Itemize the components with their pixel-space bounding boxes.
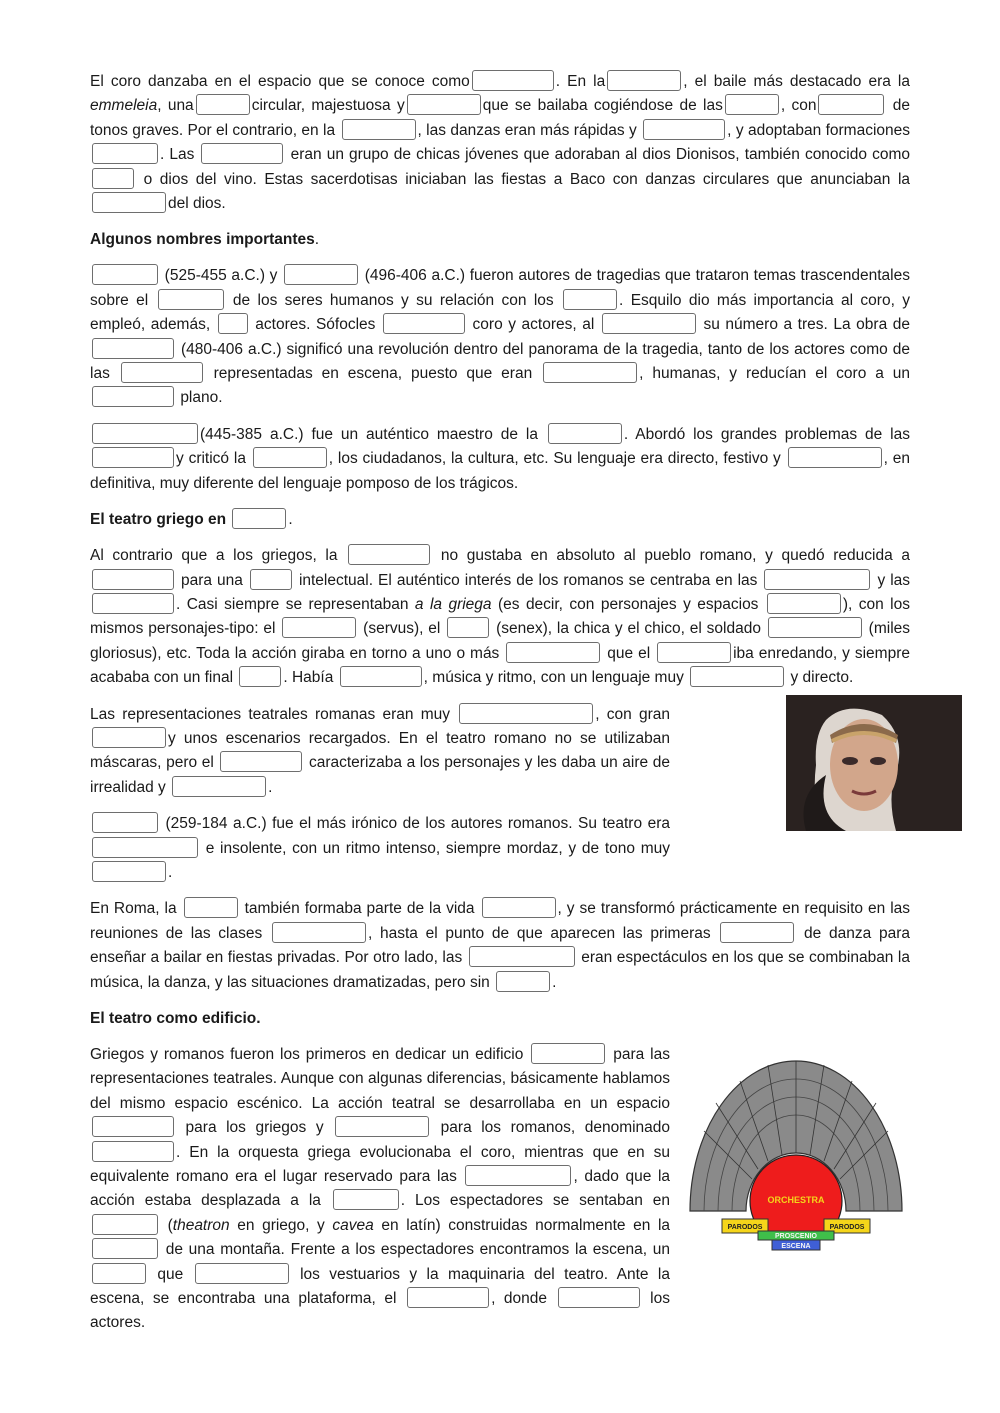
paragraph-edificio: Griegos y romanos fueron los primeros en dedicar un edificio para las representaciones teatrales. Aunque con algunas diferencias, básicamente hablamos del mismo espacio escénico. La acción teatral se desarrollaba en un espacio para los griegos y para los romanos, denominado . En la orquesta griega evolucionaba el coro, mientras que en su equivalente romano era el lugar reservado para las , dado que la acción estaba desplazada a la . Los espectadores se sentaban en (theatron en griego, y cavea en latín) construidas normalmente en la de una montaña. Frente a los espectadores encontramos la escena, un que los vestuarios y la maquinaria del teatro. Ante la escena, se encontraba una plataforma, el , donde los actores. [90,1043,670,1336]
blank-input[interactable] [196,94,250,115]
blank-input[interactable] [407,1287,489,1308]
blank-input[interactable] [407,94,481,115]
blank-input[interactable] [239,666,281,687]
masked-woman-photo [786,695,962,831]
blank-input[interactable] [447,617,489,638]
blank-input[interactable] [465,1165,571,1186]
blank-input[interactable] [92,1116,174,1137]
blank-input[interactable] [284,264,358,285]
blank-input[interactable] [643,119,725,140]
blank-input[interactable] [563,289,617,310]
roman-section [90,703,910,886]
blank-input[interactable] [218,313,248,334]
blank-input[interactable] [158,289,224,310]
label-escena: ESCENA [781,1243,811,1250]
blank-input[interactable] [92,1238,158,1259]
blank-input[interactable] [92,837,198,858]
blank-input[interactable] [482,897,556,918]
blank-input[interactable] [818,94,884,115]
blank-input[interactable] [335,1116,429,1137]
blank-input[interactable] [250,569,292,590]
paragraph-coro: El coro danzaba en el espacio que se conoce como . En la , el baile más destacado era la emmeleia, una circular, majestuosa y que se bailaba cogiéndose de las , con de tonos graves. Por el contrario, en la , las danzas eran más rápidas y , y adoptaban formaciones . Las eran un grupo de chicas jóvenes que adoraban al dios Dionisos, también conocido como o dios del vino. Estas sacerdotisas iniciaban las fiestas a Baco con danzas circulares que anunciaban la del dios. [90,70,910,216]
theater-diagram [680,1043,912,1251]
blank-input[interactable] [348,544,430,565]
blank-input[interactable] [272,922,366,943]
blank-input[interactable] [220,751,302,772]
label-proscenio: PROSCENIO [774,1233,818,1240]
blank-input[interactable] [92,264,158,285]
blank-input[interactable] [543,362,637,383]
building-section [90,1043,910,1336]
blank-input[interactable] [506,642,600,663]
blank-input[interactable] [690,666,784,687]
blank-input[interactable] [201,143,283,164]
blank-input[interactable] [558,1287,640,1308]
blank-input[interactable] [383,313,465,334]
blank-input[interactable] [195,1263,289,1284]
blank-input[interactable] [333,1189,399,1210]
blank-input[interactable] [121,362,203,383]
blank-input[interactable] [92,1141,174,1162]
blank-input[interactable] [92,192,166,213]
heading-edificio: El teatro como edificio. [90,1010,261,1027]
blank-input[interactable] [92,143,158,164]
blank-input[interactable] [92,812,158,833]
blank-input[interactable] [548,423,622,444]
paragraph-representaciones: Las representaciones teatrales romanas eran muy , con gran y unos escenarios recargados. En el teatro romano no se utilizaban máscaras, pero el caracterizaba a los personajes y les daba un aire de irrealidad y . [90,703,670,801]
paragraph-comedia: (445-385 a.C.) fue un auténtico maestro de la . Abordó los grandes problemas de las y criticó la , los ciudadanos, la cultura, etc. Su lenguaje era directo, festivo y , en definitiva, muy diferente del lenguaje pomposo de los trágicos. [90,423,910,496]
blank-input[interactable] [607,70,681,91]
blank-input[interactable] [92,168,134,189]
blank-input[interactable] [92,386,174,407]
heading-teatro-griego-en: El teatro griego en . [90,508,910,532]
blank-input[interactable] [172,776,266,797]
blank-input[interactable] [459,703,593,724]
paragraph-plauto: (259-184 a.C.) fue el más irónico de los autores romanos. Su teatro era e insolente, con un ritmo intenso, siempre mordaz, y de tono muy . [90,812,670,885]
blank-input[interactable] [472,70,554,91]
blank-input[interactable] [768,617,862,638]
blank-input[interactable] [531,1043,605,1064]
paragraph-roma: Al contrario que a los griegos, la no gustaba en absoluto al pueblo romano, y quedó reducida a para una intelectual. El auténtico interés de los romanos se centraba en las y las . Casi siempre se representaban a la griega (es decir, con personajes y espacios ), con los mismos personajes-tipo: el (servus), el (senex), la chica y el chico, el soldado (miles gloriosus), etc. Toda la acción giraba en torno a uno o más que el iba enredando, y siempre acababa con un final . Había , música y ritmo, con un lenguaje muy y directo. [90,544,910,690]
blank-input[interactable] [184,897,238,918]
blank-input[interactable] [657,642,731,663]
blank-input[interactable] [92,1214,158,1235]
blank-input[interactable] [92,569,174,590]
blank-input[interactable] [92,338,174,359]
blank-input[interactable] [253,447,327,468]
blank-input[interactable] [764,569,870,590]
blank-input[interactable] [92,861,166,882]
blank-input[interactable] [282,617,356,638]
blank-input[interactable] [720,922,794,943]
blank-input[interactable] [92,727,166,748]
blank-input[interactable] [767,593,841,614]
blank-input[interactable] [92,447,174,468]
paragraph-danza-roma: En Roma, la también formaba parte de la vida , y se transformó prácticamente en requisito en las reuniones de las clases , hasta el punto de que aparecen las primeras de danza para enseñar a bailar en fiestas privadas. Por otro lado, las eran espectáculos en los que se combinaban la música, la danza, y las situaciones dramatizadas, pero sin . [90,897,910,995]
blank-input[interactable] [340,666,422,687]
blank-input[interactable] [92,423,198,444]
blank-input[interactable] [92,593,174,614]
blank-input[interactable] [469,946,575,967]
blank-input[interactable] [232,508,286,529]
blank-input[interactable] [496,971,550,992]
blank-input[interactable] [92,1263,146,1284]
label-orchestra: ORCHESTRA [767,1195,825,1205]
blank-input[interactable] [602,313,696,334]
paragraph-tragedia: (525-455 a.C.) y (496-406 a.C.) fueron autores de tragedias que trataron temas trascendentales sobre el de los seres humanos y su relación con los . Esquilo dio más importancia al coro, y empleó, además, actores. Sófocles coro y actores, al su número a tres. La obra de (480-406 a.C.) significó una revolución dentro del panorama de la tragedia, tanto de los actores como de las representadas en escena, puesto que eran , humanas, y reducían el coro a un plano. [90,264,910,410]
blank-input[interactable] [788,447,882,468]
blank-input[interactable] [725,94,779,115]
label-parodos-left: PARODOS [727,1224,763,1231]
heading-nombres: Algunos nombres importantes. [90,231,320,249]
worksheet [90,70,910,1348]
blank-input[interactable] [342,119,416,140]
label-parodos-right: PARODOS [829,1224,865,1231]
